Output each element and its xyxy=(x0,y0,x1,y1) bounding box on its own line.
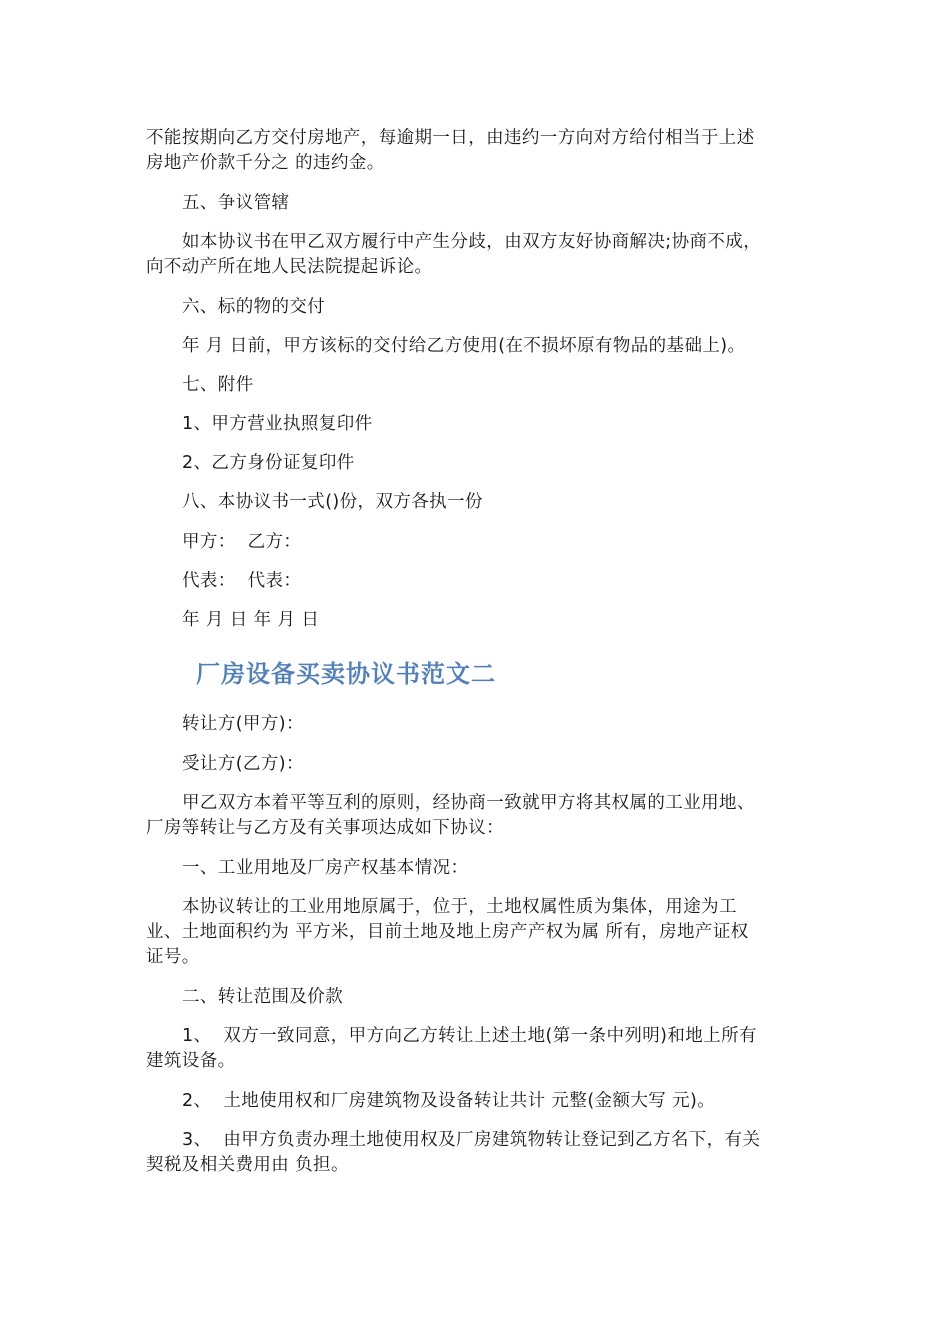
section-heading-sample-two: 厂房设备买卖协议书范文二 xyxy=(196,660,496,688)
intro-line-2: 厂房等转让与乙方及有关事项达成如下协议： xyxy=(146,818,504,838)
signature-dates: 年 月 日 年 月 日 xyxy=(182,610,320,630)
section-title-delivery: 六、标的物的交付 xyxy=(182,297,326,317)
transferor-label: 转让方(甲方)： xyxy=(182,714,304,734)
attachment-item-1: 1、甲方营业执照复印件 xyxy=(182,414,373,434)
clause-1-line-3: 证号。 xyxy=(146,947,200,967)
clause-2-item-1-line-2: 建筑设备。 xyxy=(146,1051,236,1071)
paragraph-dispute-line-2: 向不动产所在地人民法院提起诉论。 xyxy=(146,257,433,277)
clause-1-line-2: 业、土地面积约为 平方米，目前土地及地上房产产权为属 所有，房地产证权 xyxy=(146,922,749,942)
clause-2-item-3-line-1: 3、 由甲方负责办理土地使用权及厂房建筑物转让登记到乙方名下，有关 xyxy=(182,1130,761,1150)
paragraph-dispute-line-1: 如本协议书在甲乙双方履行中产生分歧，由双方友好协商解决;协商不成， xyxy=(182,232,762,252)
paragraph-penalty-line-1: 不能按期向乙方交付房地产，每逾期一日，由违约一方向对方给付相当于上述 xyxy=(146,128,755,148)
signature-representatives: 代表： 代表： xyxy=(182,571,302,591)
paragraph-delivery: 年 月 日前，甲方该标的交付给乙方使用(在不损坏原有物品的基础上)。 xyxy=(182,336,746,356)
clause-2-item-2: 2、 土地使用权和厂房建筑物及设备转让共计 元整(金额大写 元)。 xyxy=(182,1091,716,1111)
clause-1-line-1: 本协议转让的工业用地原属于，位于，土地权属性质为集体，用途为工 xyxy=(182,897,737,917)
clause-2-title: 二、转让范围及价款 xyxy=(182,987,344,1007)
clause-2-item-3-line-2: 契税及相关费用由 负担。 xyxy=(146,1155,349,1175)
attachment-item-2: 2、乙方身份证复印件 xyxy=(182,453,355,473)
section-title-dispute: 五、争议管辖 xyxy=(182,193,290,213)
paragraph-penalty-line-2: 房地产价款千分之 的违约金。 xyxy=(146,153,385,173)
signature-parties: 甲方： 乙方： xyxy=(182,532,302,552)
clause-1-title: 一、工业用地及厂房产权基本情况： xyxy=(182,858,469,878)
transferee-label: 受让方(乙方)： xyxy=(182,754,304,774)
clause-2-item-1-line-1: 1、 双方一致同意，甲方向乙方转让上述土地(第一条中列明)和地上所有 xyxy=(182,1026,757,1046)
section-copies: 八、本协议书一式()份，双方各执一份 xyxy=(182,492,483,512)
section-title-attachments: 七、附件 xyxy=(182,375,254,395)
intro-line-1: 甲乙双方本着平等互利的原则，经协商一致就甲方将其权属的工业用地、 xyxy=(182,793,755,813)
